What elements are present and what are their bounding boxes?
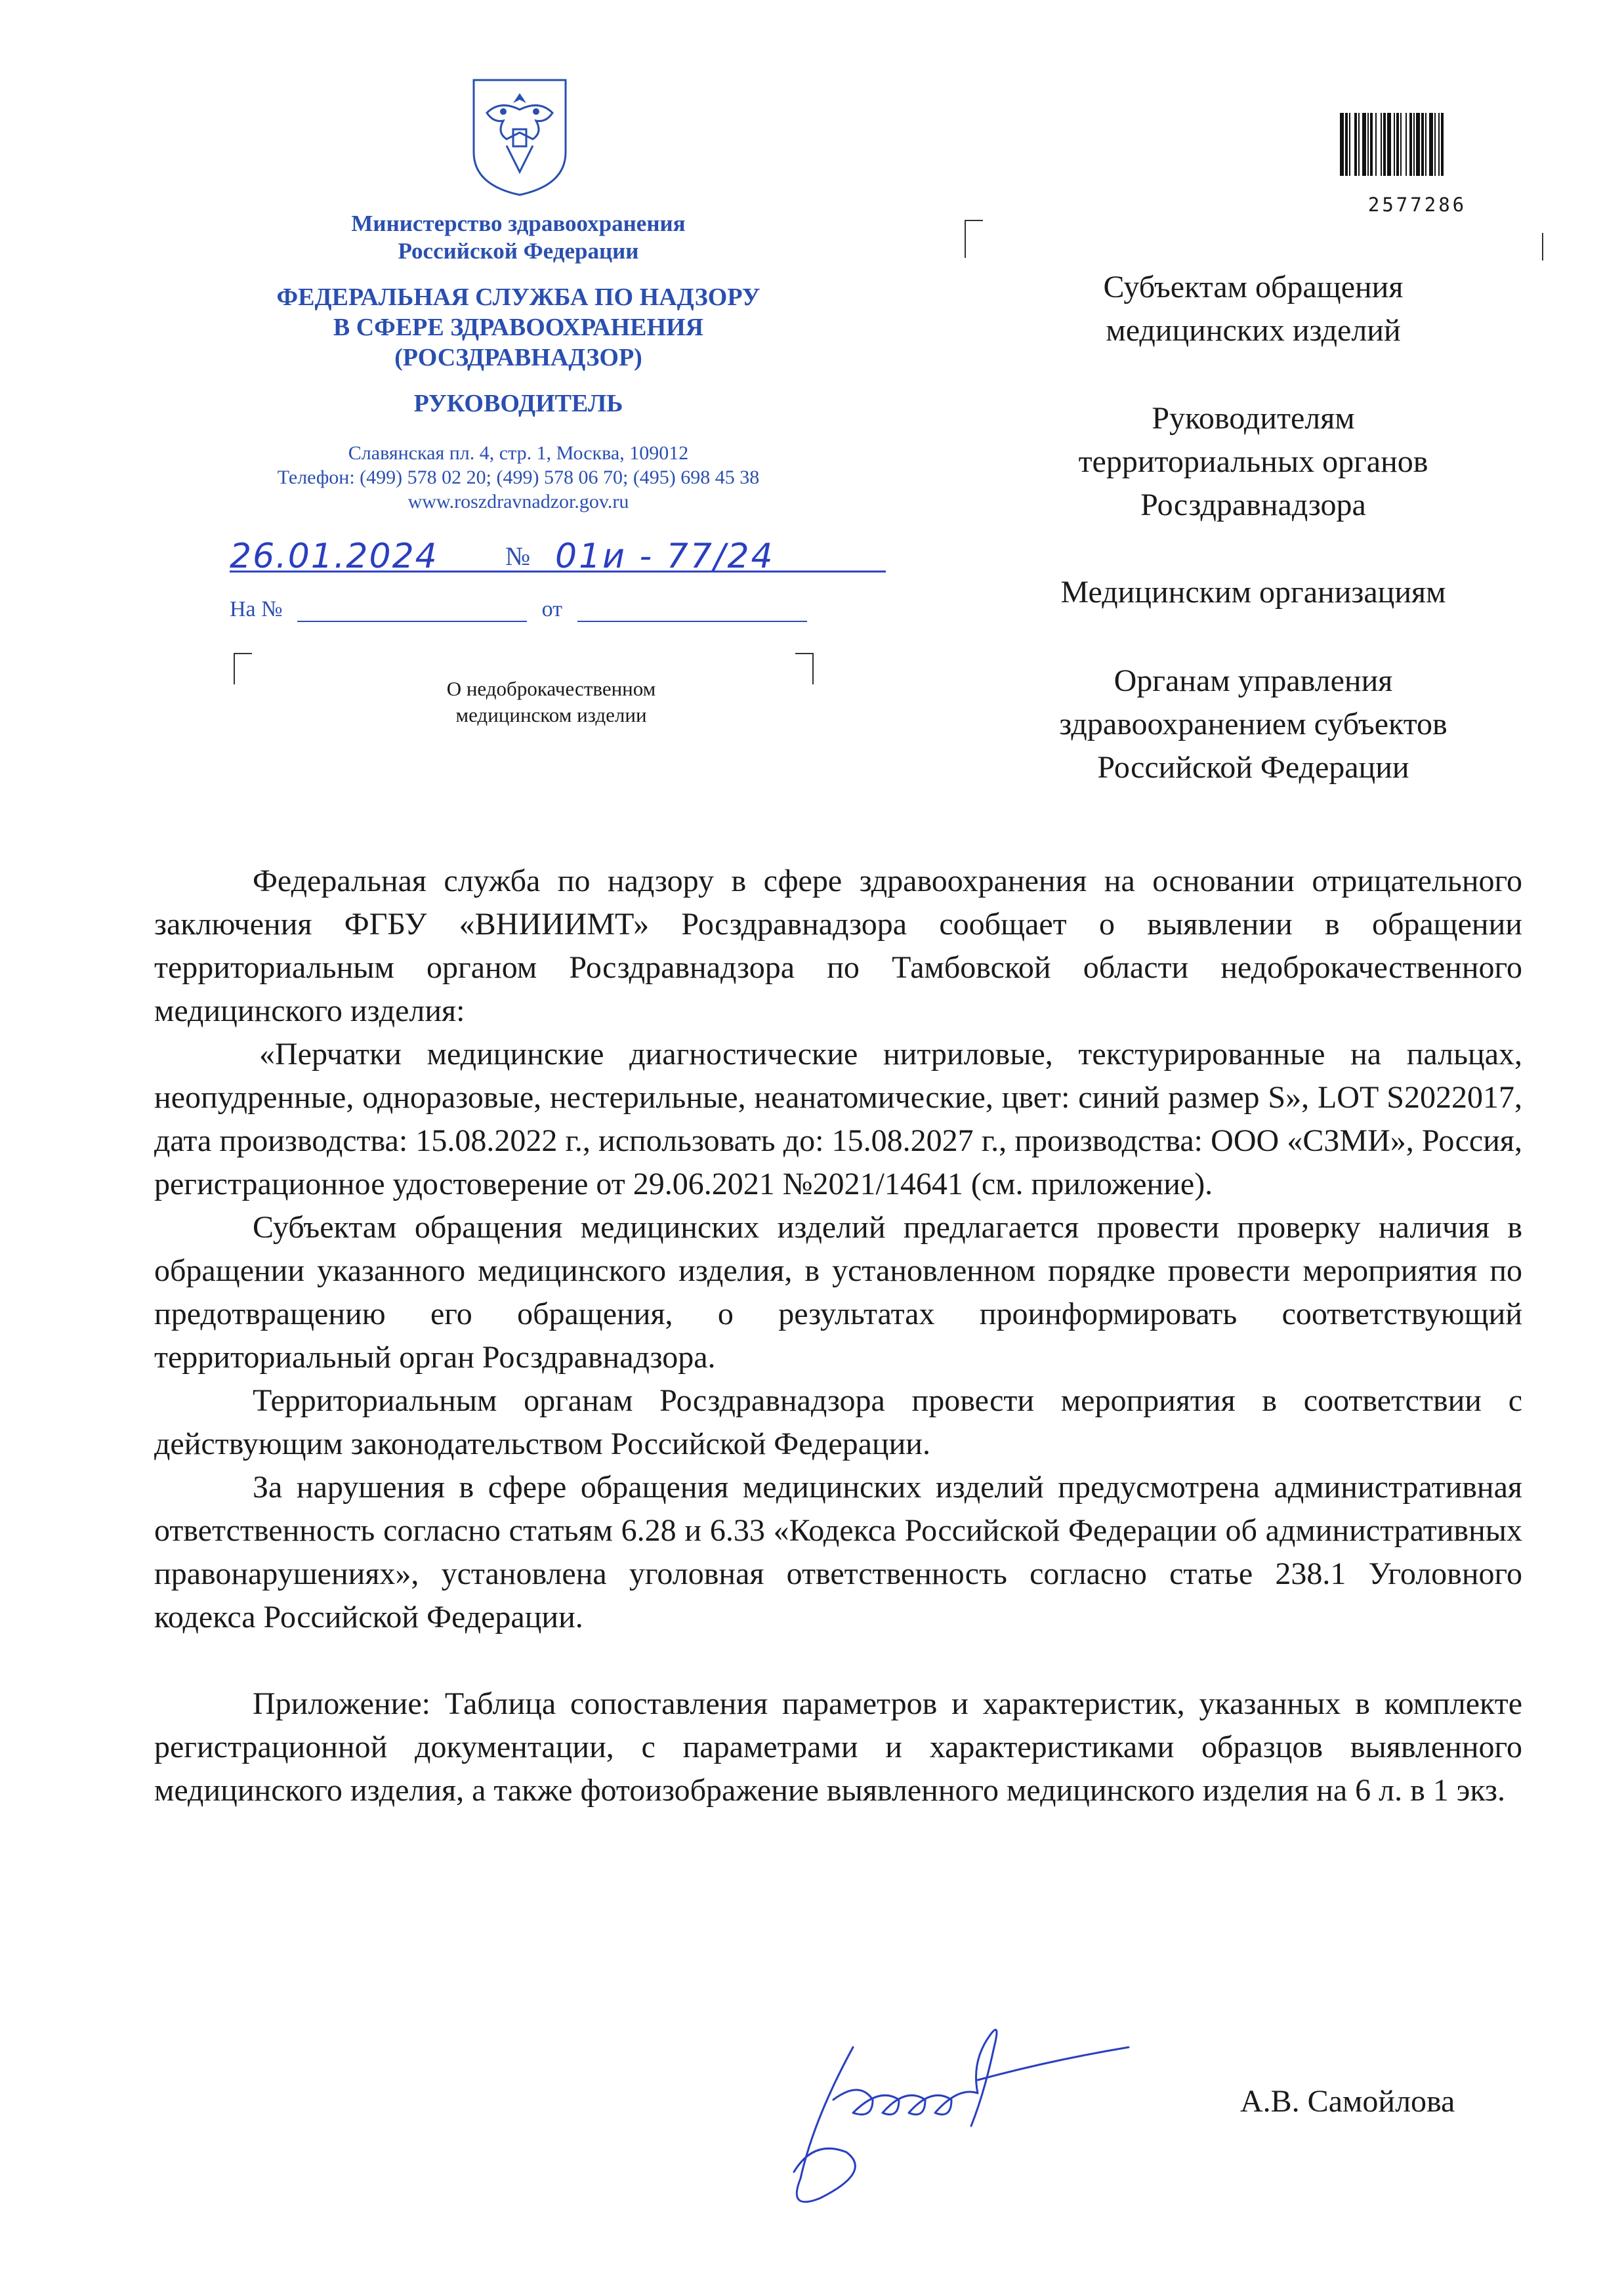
barcode-bar (1438, 113, 1440, 176)
body-paragraph-1: Федеральная служба по надзору в сфере здравоохранения на основании отрицательного заключения ФГБУ «ВНИИИМТ» Росздравнадзора сообщает о выявлении в обращении территориальным органом Росздравнадзора по Тамбовской области недоброкачественного медицинского изделия: (154, 864, 1522, 1028)
registration-number: 01и - 77/24 (555, 537, 775, 576)
barcode-bar (1340, 113, 1344, 176)
body-paragraph-4: Территориальным органам Росздравнадзора провести мероприятия в соответствии с действующим законодательством Российской Федерации. (154, 1383, 1522, 1461)
signer-name: А.В. Самойлова (1240, 2084, 1455, 2119)
barcode-bar (1413, 113, 1415, 176)
barcode-bar (1381, 113, 1382, 176)
barcode-bar (1354, 113, 1357, 176)
reference-number-blank (297, 598, 527, 622)
barcode-bar (1400, 113, 1402, 176)
reference-line (230, 597, 820, 622)
barcode-bar (1370, 113, 1373, 176)
barcode-bar (1441, 113, 1444, 176)
letter-body (154, 860, 1522, 1812)
addressee-3: Медицинским организациям (1060, 575, 1446, 610)
barcode-bar (1362, 113, 1366, 176)
barcode-bar (1383, 113, 1386, 176)
appendix-paragraph: Приложение: Таблица сопоставления параметров и характеристик, указанных в комплекте регистрационной документации, с параметрами и характеристиками образцов выявленного медицинского изделия, а также фотоизображение выявленного медицинского изделия на 6 л. в 1 экз. (154, 1686, 1522, 1808)
barcode-bar (1387, 113, 1391, 176)
signature-icon (774, 2021, 1142, 2218)
service-name: ФЕДЕРАЛЬНАЯ СЛУЖБА ПО НАДЗОРУ В СФЕРЕ ЗДРАВООХРАНЕНИЯ (РОСЗДРАВНАДЗОР) (276, 283, 760, 371)
body-paragraph-3: Субъектам обращения медицинских изделий предлагается провести проверку наличия в обращении указанного медицинского изделия, в установленном порядке провести мероприятия по предотвращению его обращения, о результатах проинформировать соответствующий территориальный орган Росздравнадзора. (154, 1210, 1522, 1375)
addressee-4: Органам управления здравоохранением субъектов Российской Федерации (1059, 663, 1447, 785)
barcode-bar (1405, 113, 1407, 176)
addressee-1: Субъектам обращения медицинских изделий (1103, 270, 1404, 348)
ministry-name: Министерство здравоохранения Российской Федерации (351, 211, 686, 264)
reference-label: На № (230, 597, 283, 621)
barcode-bar (1416, 113, 1420, 176)
addressee-bracket-right (1542, 233, 1543, 260)
registration-underline (230, 570, 886, 575)
barcode-bar (1409, 113, 1412, 176)
barcode (1339, 113, 1496, 176)
barcode-bar (1434, 113, 1436, 176)
coat-of-arms-icon (467, 73, 572, 198)
barcode-bar (1421, 113, 1424, 176)
head-title: РУКОВОДИТЕЛЬ (413, 390, 623, 417)
body-paragraph-5: За нарушения в сфере обращения медицинских изделий предусмотрена административная ответственность согласно статьям 6.28 и 6.33 «Кодекса Российской Федерации об административных правонарушениях», установлена уголовная ответственность согласно статье 238.1 Уголовного кодекса Российской Федерации. (154, 1470, 1522, 1634)
registration-date: 26.01.2024 (230, 537, 438, 576)
barcode-bar (1429, 113, 1433, 176)
subject-bracket-left (234, 653, 252, 684)
barcode-bar (1394, 113, 1395, 176)
reference-from-label: от (541, 597, 563, 621)
barcode-bar (1367, 113, 1369, 176)
service-address: Славянская пл. 4, стр. 1, Москва, 109012 Телефон: (499) 578 02 20; (499) 578 06 70; (495) 698 45 38 www.roszdravnadzor.gov.ru (277, 442, 760, 512)
barcode-number: 2577286 (1367, 194, 1467, 216)
barcode-bar (1345, 113, 1348, 176)
reference-date-blank (577, 598, 807, 622)
addressee-bracket-left (965, 220, 983, 258)
body-paragraph-2: «Перчатки медицинские диагностические нитриловые, текстурированные на пальцах, неопудренные, одноразовые, нестерильные, неанатомические, цвет: синий размер S», LOT S2022017, дата производства: 15.08.2022 г., использовать до: 15.08.2027 г., производства: ООО «СЗМИ», Россия, регистрационное удостоверение от 29.06.2021 №2021/14641 (см. приложение). (154, 1037, 1522, 1201)
barcode-bar (1425, 113, 1426, 176)
barcode-bar (1375, 113, 1377, 176)
barcode-bar (1349, 113, 1350, 176)
barcode-bar (1358, 113, 1360, 176)
addressee-2: Руководителям территориальных органов Росздравнадзора (1078, 401, 1428, 522)
barcode-bar (1396, 113, 1399, 176)
number-label: № (505, 541, 531, 571)
letter-subject: О недоброкачественном медицинском изделии (446, 677, 656, 726)
